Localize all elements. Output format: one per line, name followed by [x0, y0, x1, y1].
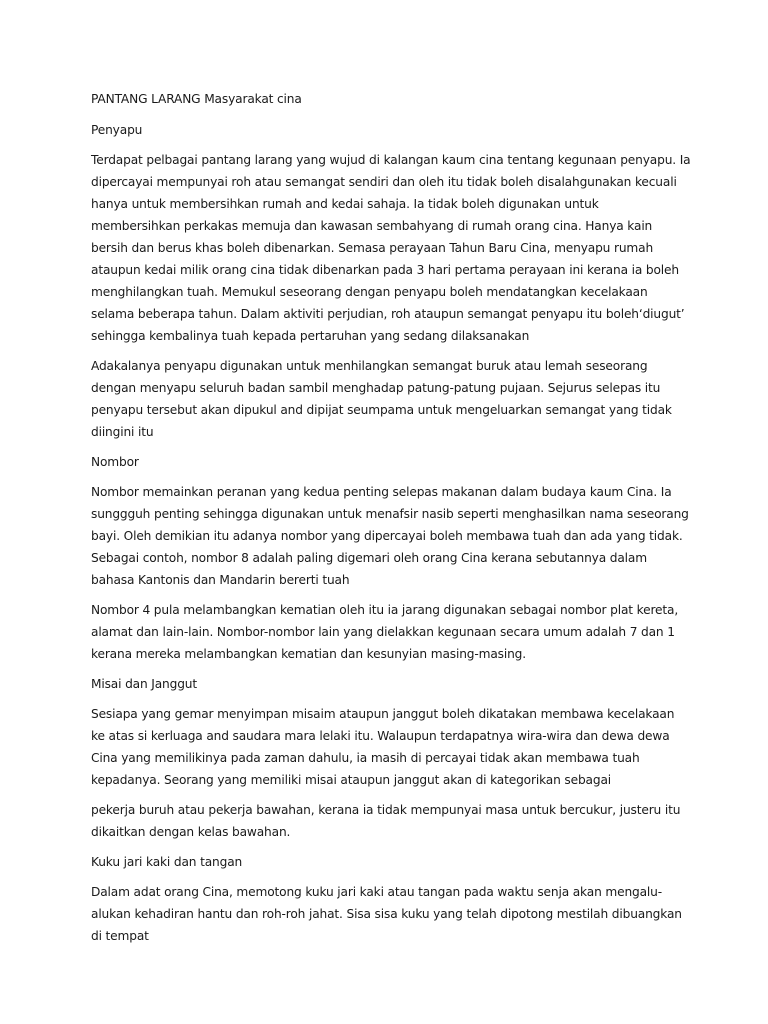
paragraph: pekerja buruh atau pekerja bawahan, kerana ia tidak mempunyai masa untuk bercukur, justeru itu dikaitkan dengan kelas bawahan. [91, 803, 681, 839]
section-heading-penyapu: Penyapu [91, 123, 143, 137]
paragraph: Nombor 4 pula melambangkan kematian oleh itu ia jarang digunakan sebagai nombor plat kereta, alamat dan lain-lain. Nombor-nombor lain yang dielakkan kegunaan secara umum adalah 7 dan 1 kerana mereka melambangkan kematian dan kesunyian masing-masing. [91, 603, 679, 661]
paragraph: Terdapat pelbagai pantang larang yang wujud di kalangan kaum cina tentang kegunaan penyapu. Ia dipercayai mempunyai roh atau semangat sendiri dan oleh itu tidak boleh disalahgunakan kecuali hanya untuk membersihkan rumah and kedai sahaja. Ia tidak boleh digunakan untuk membersihkan perkakas memuja dan kawasan sembahyang di rumah orang cina. Hanya kain bersih dan berus khas boleh dibenarkan. Semasa perayaan Tahun Baru Cina, menyapu rumah ataupun kedai milik orang cina tidak dibenarkan pada 3 hari pertama perayaan ini kerana ia boleh menghilangkan tuah. Memukul seseorang dengan penyapu boleh mendatangkan kecelakaan selama beberapa tahun. Dalam aktiviti perjudian, roh ataupun semangat penyapu itu boleh‘diugut’ sehingga kembalinya tuah kepada pertaruhan yang sedang dilaksanakan [91, 153, 691, 343]
section-heading-kuku-jari: Kuku jari kaki dan tangan [91, 855, 243, 869]
section-heading-misai-dan-janggut: Misai dan Janggut [91, 677, 197, 691]
paragraph: Adakalanya penyapu digunakan untuk menhilangkan semangat buruk atau lemah seseorang dengan menyapu seluruh badan sambil menghadap patung-patung pujaan. Sejurus selepas itu penyapu tersebut akan dipukul and dipijat seumpama untuk mengeluarkan semangat yang tidak diingini itu [91, 359, 672, 439]
document-body [91, 88, 691, 955]
section-heading-nombor: Nombor [91, 455, 139, 469]
paragraph: Nombor memainkan peranan yang kedua penting selepas makanan dalam budaya kaum Cina. Ia sunggguh penting sehingga digunakan untuk menafsir nasib seperti menghasilkan nama seseorang bayi. Oleh demikian itu adanya nombor yang dipercayai boleh membawa tuah dan ada yang tidak. Sebagai contoh, nombor 8 adalah paling digemari oleh orang Cina kerana sebutannya dalam bahasa Kantonis dan Mandarin bererti tuah [91, 485, 689, 587]
paragraph: Sesiapa yang gemar menyimpan misaim ataupun janggut boleh dikatakan membawa kecelakaan ke atas si kerluaga and saudara mara lelaki itu. Walaupun terdapatnya wira-wira dan dewa dewa Cina yang memilikinya pada zaman dahulu, ia masih di percayai tidak akan membawa tuah kepadanya. Seorang yang memiliki misai ataupun janggut akan di kategorikan sebagai [91, 707, 675, 787]
document-title: PANTANG LARANG Masyarakat cina [91, 92, 302, 106]
paragraph: Dalam adat orang Cina, memotong kuku jari kaki atau tangan pada waktu senja akan mengalu-alukan kehadiran hantu dan roh-roh jahat. Sisa sisa kuku yang telah dipotong mestilah dibuangkan di tempat [91, 885, 682, 943]
